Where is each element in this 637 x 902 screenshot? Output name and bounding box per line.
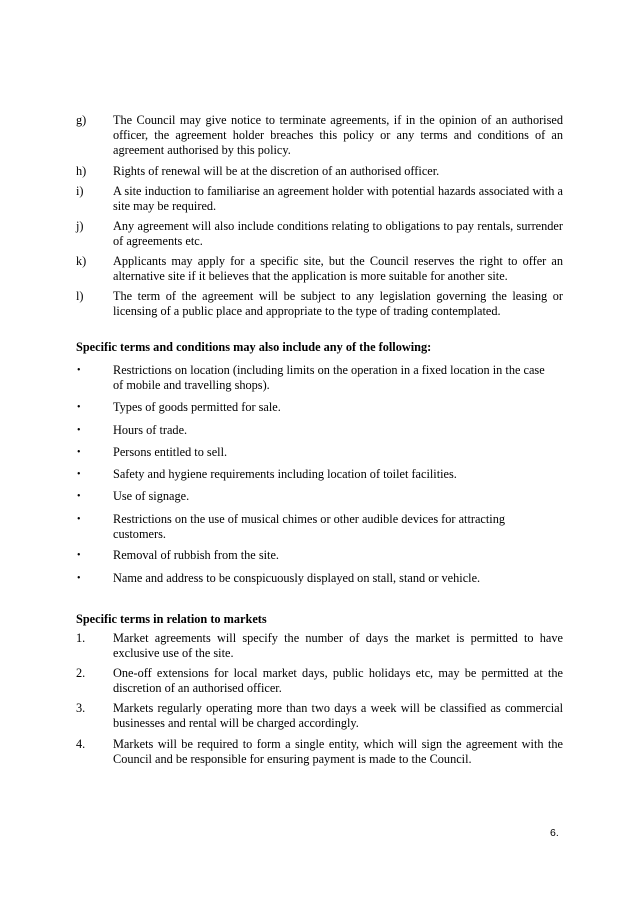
item-text: Markets regularly operating more than two days a week will be classified as commercial businesses and rental will be charged accordingly.	[113, 701, 563, 730]
item-marker: 2.	[76, 666, 86, 680]
item-marker: k)	[76, 254, 87, 268]
item-text: Removal of rubbish from the site.	[113, 548, 279, 562]
bullet-item	[76, 445, 563, 460]
item-text: The Council may give notice to terminate agreements, if in the opinion of an authorised officer, the agreement holder breaches this policy or any terms and conditions of an agreement authorised by this policy.	[113, 113, 563, 157]
item-marker: i)	[76, 184, 84, 198]
item-text: One-off extensions for local market days, public holidays etc, may be permitted at the discretion of an authorised officer.	[113, 666, 563, 695]
bullet-item	[76, 467, 563, 482]
item-text: A site induction to familiarise an agreement holder with potential hazards associated with a site may be required.	[113, 184, 563, 213]
list-item	[76, 701, 563, 731]
item-marker: g)	[76, 113, 87, 127]
item-text: Hours of trade.	[113, 423, 188, 437]
item-marker: 3.	[76, 701, 86, 715]
item-text: Markets will be required to form a single entity, which will sign the agreement with the Council and be responsible for ensuring payment is made to the Council.	[113, 737, 563, 766]
item-text: Restrictions on the use of musical chimes or other audible devices for attracting customers.	[113, 512, 506, 541]
list-item	[76, 219, 563, 249]
item-text: Market agreements will specify the number of days the market is permitted to have exclusive use of the site.	[113, 631, 563, 660]
bullet-item	[76, 363, 563, 393]
item-marker: l)	[76, 289, 84, 303]
bullet-item	[76, 512, 563, 542]
page-number: 6.	[550, 827, 559, 839]
item-marker: h)	[76, 164, 87, 178]
item-text: Rights of renewal will be at the discretion of an authorised officer.	[113, 164, 440, 178]
item-marker: 1.	[76, 631, 86, 645]
item-text: Persons entitled to sell.	[113, 445, 228, 459]
item-text: Name and address to be conspicuously displayed on stall, stand or vehicle.	[113, 571, 481, 585]
bullet-icon: •	[77, 491, 81, 502]
bullet-icon: •	[77, 425, 81, 436]
bullet-icon: •	[77, 402, 81, 413]
item-text: Applicants may apply for a specific site, but the Council reserves the right to offer an alternative site if it believes that the application is more suitable for another site.	[113, 254, 563, 283]
bullet-icon: •	[77, 365, 81, 376]
list-item	[76, 184, 563, 214]
bullet-icon: •	[77, 514, 81, 525]
list-item	[76, 113, 563, 158]
item-text: Types of goods permitted for sale.	[113, 400, 281, 414]
bullet-icon: •	[77, 550, 81, 561]
bullet-item	[76, 423, 563, 438]
bullet-icon: •	[77, 469, 81, 480]
list-item	[76, 631, 563, 661]
bullet-item	[76, 548, 563, 563]
list-item	[76, 666, 563, 696]
item-text: Use of signage.	[113, 489, 190, 503]
list-item	[76, 737, 563, 767]
bullet-item	[76, 400, 563, 415]
item-text: The term of the agreement will be subject to any legislation governing the leasing or licensing of a public place and appropriate to the type of trading contemplated.	[113, 289, 563, 318]
list-item	[76, 289, 563, 319]
bullet-item	[76, 489, 563, 504]
bullet-icon: •	[77, 573, 81, 584]
item-marker: 4.	[76, 737, 86, 751]
bullet-icon: •	[77, 447, 81, 458]
item-marker: j)	[76, 219, 84, 233]
bullet-item	[76, 571, 563, 586]
list-item	[76, 254, 563, 284]
list-item	[76, 164, 563, 179]
item-text: Restrictions on location (including limits on the operation in a fixed location in the case of mobile and travelling shops).	[113, 363, 545, 392]
section-heading-terms: Specific terms and conditions may also include any of the following:	[76, 340, 432, 354]
item-text: Safety and hygiene requirements including location of toilet facilities.	[113, 467, 457, 481]
section-heading-markets: Specific terms in relation to markets	[76, 612, 267, 626]
item-text: Any agreement will also include conditions relating to obligations to pay rentals, surrender of agreements etc.	[113, 219, 563, 248]
